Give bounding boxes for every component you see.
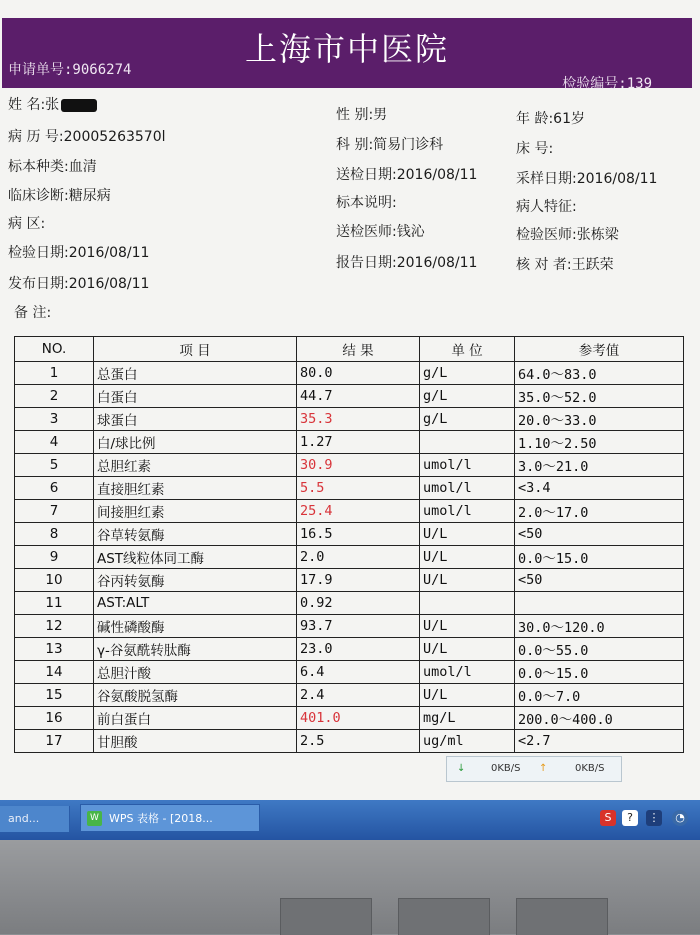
row-number: 10 (15, 569, 94, 592)
row-result: 25.4 (297, 500, 420, 523)
wps-icon: W (87, 811, 102, 826)
row-reference: <50 (515, 569, 684, 592)
header-item: 项 目 (94, 337, 297, 362)
row-number: 2 (15, 385, 94, 408)
row-result: 30.9 (297, 454, 420, 477)
age (516, 108, 585, 128)
submit-doctor-label: 送检医师: (336, 224, 397, 240)
upload-speed: 0KB/S (575, 763, 605, 774)
table-row (15, 569, 684, 592)
row-unit: U/L (420, 684, 515, 707)
row-result: 2.0 (297, 546, 420, 569)
row-number: 15 (15, 684, 94, 707)
patient-feature-label: 病人特征: (516, 199, 577, 215)
checker-label: 核 对 者: (516, 257, 572, 273)
record-value: 20005263570l (63, 129, 166, 145)
row-item: 谷丙转氨酶 (94, 569, 297, 592)
row-unit: U/L (420, 615, 515, 638)
lab-results-table (14, 336, 684, 753)
table-row (15, 638, 684, 661)
sex (336, 104, 387, 124)
table-row (15, 523, 684, 546)
row-reference: 30.0～120.0 (515, 615, 684, 638)
report-date-value: 2016/08/11 (396, 255, 478, 271)
row-unit (420, 592, 515, 615)
bed-number (516, 138, 553, 158)
specimen-value: 血清 (68, 159, 97, 175)
test-date-label: 检验日期: (8, 245, 69, 261)
table-row (15, 592, 684, 615)
row-result: 401.0 (297, 707, 420, 730)
lab-doctor-value: 张栋梁 (576, 227, 619, 243)
specimen-note-label: 标本说明: (336, 195, 397, 211)
windows-taskbar (0, 800, 700, 840)
row-number: 16 (15, 707, 94, 730)
row-unit: umol/l (420, 500, 515, 523)
row-result: 5.5 (297, 477, 420, 500)
row-result: 2.4 (297, 684, 420, 707)
row-number: 14 (15, 661, 94, 684)
monitor-button[interactable] (280, 898, 372, 935)
table-row (15, 546, 684, 569)
sex-value: 男 (373, 107, 388, 123)
request-number: 申请单号:9066274 (8, 62, 132, 78)
remark-label: 备 注: (14, 305, 52, 321)
specimen-label: 标本种类: (8, 159, 69, 175)
submit-doctor (336, 221, 425, 241)
help-icon[interactable]: ? (622, 810, 638, 826)
row-item: 白蛋白 (94, 385, 297, 408)
row-reference: 3.0～21.0 (515, 454, 684, 477)
row-number: 1 (15, 362, 94, 385)
table-row (15, 707, 684, 730)
remark (14, 302, 51, 322)
row-result: 1.27 (297, 431, 420, 454)
row-number: 12 (15, 615, 94, 638)
row-unit: U/L (420, 638, 515, 661)
row-result: 35.3 (297, 408, 420, 431)
table-row (15, 500, 684, 523)
patient-feature (516, 196, 577, 216)
sample-date-value: 2016/08/11 (576, 171, 658, 187)
age-label: 年 龄: (516, 111, 554, 127)
monitor-bezel (0, 840, 700, 934)
publish-date-label: 发布日期: (8, 276, 69, 292)
report-date (336, 252, 477, 272)
row-reference: 2.0～17.0 (515, 500, 684, 523)
submit-doctor-value: 钱沁 (396, 224, 425, 240)
row-result: 17.9 (297, 569, 420, 592)
row-unit: U/L (420, 546, 515, 569)
sogou-ime-icon[interactable]: S (600, 810, 616, 826)
row-reference: 0.0～15.0 (515, 661, 684, 684)
checker-value: 王跃荣 (571, 257, 614, 273)
row-number: 4 (15, 431, 94, 454)
table-header-row (15, 337, 684, 362)
row-item: 谷氨酸脱氢酶 (94, 684, 297, 707)
row-item: AST线粒体同工酶 (94, 546, 297, 569)
row-item: 白/球比例 (94, 431, 297, 454)
medical-record-number (8, 126, 166, 146)
row-number: 11 (15, 592, 94, 615)
row-reference: 1.10～2.50 (515, 431, 684, 454)
submit-date (336, 164, 477, 184)
volume-icon[interactable]: ◔ (672, 810, 688, 826)
ward (8, 213, 45, 233)
row-reference: 20.0～33.0 (515, 408, 684, 431)
taskbar-item-left[interactable]: and... (0, 806, 70, 832)
table-row (15, 730, 684, 753)
row-unit: U/L (420, 569, 515, 592)
row-item: 甘胆酸 (94, 730, 297, 753)
row-result: 16.5 (297, 523, 420, 546)
lab-doctor-label: 检验医师: (516, 227, 577, 243)
clinical-diagnosis (8, 185, 111, 205)
upload-arrow-icon: ↑ (539, 763, 548, 774)
lab-doctor (516, 224, 619, 244)
table-row (15, 454, 684, 477)
report-header (2, 18, 692, 92)
bed-label: 床 号: (516, 141, 554, 157)
checker (516, 254, 614, 274)
report-date-label: 报告日期: (336, 255, 397, 271)
row-reference: 64.0～83.0 (515, 362, 684, 385)
row-item: 碱性磷酸酶 (94, 615, 297, 638)
redaction-mask (61, 99, 97, 112)
patient-name (8, 94, 97, 114)
header-no: NO. (15, 337, 94, 362)
row-unit (420, 431, 515, 454)
row-result: 2.5 (297, 730, 420, 753)
row-unit: g/L (420, 385, 515, 408)
patient-name-value: 张 (45, 97, 60, 113)
test-date-value: 2016/08/11 (68, 245, 150, 261)
submit-date-value: 2016/08/11 (396, 167, 478, 183)
row-reference: 0.0～55.0 (515, 638, 684, 661)
network-speed-box (446, 756, 622, 782)
dept-value: 简易门诊科 (373, 137, 444, 153)
table-row (15, 684, 684, 707)
row-item: 前白蛋白 (94, 707, 297, 730)
row-number: 3 (15, 408, 94, 431)
row-unit: umol/l (420, 477, 515, 500)
row-unit: ug/ml (420, 730, 515, 753)
row-result: 80.0 (297, 362, 420, 385)
age-value: 61岁 (553, 111, 585, 127)
test-number: 检验编号:139 (562, 76, 652, 92)
row-reference: <3.4 (515, 477, 684, 500)
row-unit: g/L (420, 362, 515, 385)
test-date (8, 242, 149, 262)
row-item: 间接胆红素 (94, 500, 297, 523)
row-result: 44.7 (297, 385, 420, 408)
row-item: 总胆汁酸 (94, 661, 297, 684)
download-arrow-icon: ↓ (457, 763, 466, 774)
table-row (15, 661, 684, 684)
table-row (15, 408, 684, 431)
row-unit: umol/l (420, 454, 515, 477)
row-unit: g/L (420, 408, 515, 431)
header-result: 结 果 (297, 337, 420, 362)
row-reference: 0.0～15.0 (515, 546, 684, 569)
network-icon[interactable]: ⋮ (646, 810, 662, 826)
row-item: 球蛋白 (94, 408, 297, 431)
sex-label: 性 别: (336, 107, 374, 123)
record-label: 病 历 号: (8, 129, 64, 145)
row-unit: umol/l (420, 661, 515, 684)
row-number: 6 (15, 477, 94, 500)
row-item: AST:ALT (94, 592, 297, 615)
diagnosis-value: 糖尿病 (68, 188, 111, 204)
download-speed: 0KB/S (491, 763, 521, 774)
sample-date (516, 168, 657, 188)
row-number: 17 (15, 730, 94, 753)
taskbar-item-wps[interactable] (80, 804, 260, 832)
publish-date (8, 273, 149, 293)
row-reference: 0.0～7.0 (515, 684, 684, 707)
row-item: 总蛋白 (94, 362, 297, 385)
header-unit: 单 位 (420, 337, 515, 362)
monitor-button[interactable] (516, 898, 608, 935)
row-result: 0.92 (297, 592, 420, 615)
department (336, 134, 443, 154)
row-result: 6.4 (297, 661, 420, 684)
row-item: 谷草转氨酶 (94, 523, 297, 546)
row-number: 8 (15, 523, 94, 546)
row-number: 9 (15, 546, 94, 569)
row-reference: 200.0～400.0 (515, 707, 684, 730)
header-reference: 参考值 (515, 337, 684, 362)
row-item: 总胆红素 (94, 454, 297, 477)
dept-label: 科 别: (336, 137, 374, 153)
submit-date-label: 送检日期: (336, 167, 397, 183)
row-unit: mg/L (420, 707, 515, 730)
row-reference (515, 592, 684, 615)
lab-results-body (15, 362, 684, 753)
table-row (15, 615, 684, 638)
hospital-name: 上海市中医院 (244, 30, 449, 68)
ward-label: 病 区: (8, 216, 46, 232)
row-result: 23.0 (297, 638, 420, 661)
table-row (15, 362, 684, 385)
table-row (15, 385, 684, 408)
sample-date-label: 采样日期: (516, 171, 577, 187)
monitor-button[interactable] (398, 898, 490, 935)
row-reference: <2.7 (515, 730, 684, 753)
row-item: 直接胆红素 (94, 477, 297, 500)
wps-window-label: WPS 表格 - [2018... (109, 812, 213, 825)
table-row (15, 431, 684, 454)
table-row (15, 477, 684, 500)
row-number: 13 (15, 638, 94, 661)
row-number: 7 (15, 500, 94, 523)
row-unit: U/L (420, 523, 515, 546)
row-item: γ-谷氨酰转肽酶 (94, 638, 297, 661)
patient-name-label: 姓 名: (8, 97, 46, 113)
row-reference: <50 (515, 523, 684, 546)
row-number: 5 (15, 454, 94, 477)
diagnosis-label: 临床诊断: (8, 188, 69, 204)
specimen-note (336, 192, 397, 212)
row-result: 93.7 (297, 615, 420, 638)
specimen-type (8, 156, 97, 176)
row-reference: 35.0～52.0 (515, 385, 684, 408)
publish-date-value: 2016/08/11 (68, 276, 150, 292)
